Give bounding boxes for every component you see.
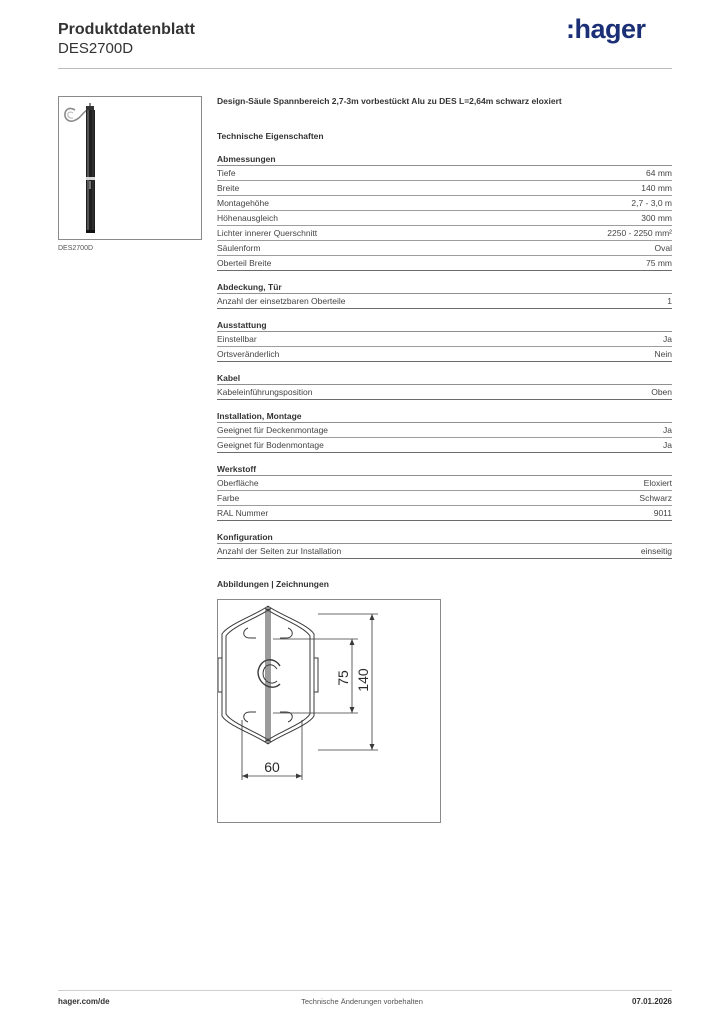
- spec-section-werkstoff: [217, 463, 672, 521]
- product-image: [58, 96, 202, 240]
- spec-label: Oberfläche: [217, 478, 259, 488]
- footer-date: 07.01.2026: [631, 997, 672, 1006]
- spec-value: einseitig: [640, 546, 672, 556]
- section-title: Kabel: [217, 372, 672, 385]
- section-title: Installation, Montage: [217, 410, 672, 423]
- spec-section-installation: [217, 410, 672, 453]
- spec-row: [217, 256, 672, 271]
- spec-label: Anzahl der Seiten zur Installation: [217, 546, 342, 556]
- product-description: Design-Säule Spannbereich 2,7-3m vorbestückt Alu zu DES L=2,64m schwarz eloxiert: [217, 96, 562, 106]
- spec-section-abdeckung: [217, 281, 672, 309]
- spec-value: Schwarz: [639, 493, 672, 503]
- section-title: Abmessungen: [217, 153, 672, 166]
- spec-value: 300 mm: [641, 213, 672, 223]
- hager-logo[interactable]: :hager: [566, 14, 646, 44]
- spec-value: 2250 - 2250 mm²: [607, 228, 672, 238]
- footer-divider: [58, 990, 672, 991]
- spec-label: Ortsveränderlich: [217, 349, 280, 359]
- spec-label: Farbe: [217, 493, 240, 503]
- spec-label: Geeignet für Bodenmontage: [217, 440, 324, 450]
- drawings-heading: Abbildungen | Zeichnungen: [217, 579, 329, 589]
- dimension-140-label: 140: [355, 668, 371, 692]
- spec-row: [217, 181, 672, 196]
- spec-label: Einstellbar: [217, 334, 257, 344]
- spec-row: [217, 385, 672, 400]
- spec-value: 2,7 - 3,0 m: [631, 198, 672, 208]
- footer-notice: Technische Änderungen vorbehalten: [301, 997, 423, 1006]
- spec-row: [217, 211, 672, 226]
- spec-label: Breite: [217, 183, 240, 193]
- spec-row: [217, 438, 672, 453]
- spec-label: Kabeleinführungsposition: [217, 387, 313, 397]
- spec-value: 75 mm: [646, 258, 672, 268]
- spec-value: 1: [667, 296, 672, 306]
- spec-label: Geeignet für Deckenmontage: [217, 425, 329, 435]
- page-title: Produktdatenblatt: [58, 21, 195, 38]
- spec-section-konfiguration: [217, 531, 672, 559]
- header-divider: [58, 68, 672, 69]
- spec-label: Höhenausgleich: [217, 213, 278, 223]
- footer-website-link[interactable]: hager.com/de: [58, 997, 110, 1006]
- spec-value: 9011: [653, 508, 672, 518]
- spec-row: [217, 476, 672, 491]
- spec-row: [217, 544, 672, 559]
- spec-value: 64 mm: [646, 168, 672, 178]
- spec-content: [217, 96, 672, 569]
- spec-section-kabel: [217, 372, 672, 400]
- spec-row: [217, 196, 672, 211]
- spec-label: Säulenform: [217, 243, 261, 253]
- spec-value: Ja: [663, 440, 672, 450]
- dimension-75-label: 75: [335, 670, 351, 686]
- spec-value: 140 mm: [641, 183, 672, 193]
- spec-row: [217, 347, 672, 362]
- spec-value: Ja: [663, 334, 672, 344]
- spec-row: [217, 226, 672, 241]
- spec-row: [217, 166, 672, 181]
- spec-row: [217, 506, 672, 521]
- section-title: Abdeckung, Tür: [217, 281, 672, 294]
- spec-label: Montagehöhe: [217, 198, 269, 208]
- spec-value: Ja: [663, 425, 672, 435]
- spec-row: [217, 491, 672, 506]
- column-product-icon: [59, 97, 201, 239]
- section-title: Werkstoff: [217, 463, 672, 476]
- product-image-caption: DES2700D: [58, 245, 94, 252]
- article-number: DES2700D: [58, 40, 134, 57]
- spec-value: Oval: [654, 243, 672, 253]
- spec-label: Anzahl der einsetzbaren Oberteile: [217, 296, 346, 306]
- spec-label: RAL Nummer: [217, 508, 269, 518]
- spec-row: [217, 294, 672, 309]
- spec-section-ausstattung: [217, 319, 672, 362]
- tech-properties-heading: Technische Eigenschaften: [217, 131, 324, 141]
- technical-drawing: [217, 599, 441, 823]
- section-title: Ausstattung: [217, 319, 672, 332]
- spec-section-abmessungen: [217, 153, 672, 271]
- spec-value: Oben: [651, 387, 672, 397]
- spec-row: [217, 423, 672, 438]
- spec-label: Oberteil Breite: [217, 258, 272, 268]
- spec-label: Tiefe: [217, 168, 236, 178]
- spec-label: Lichter innerer Querschnitt: [217, 228, 318, 238]
- spec-value: Eloxiert: [643, 478, 672, 488]
- section-title: Konfiguration: [217, 531, 672, 544]
- dimension-60-label: 60: [264, 759, 280, 775]
- spec-value: Nein: [654, 349, 672, 359]
- spec-row: [217, 332, 672, 347]
- cross-section-drawing: [218, 600, 440, 822]
- spec-row: [217, 241, 672, 256]
